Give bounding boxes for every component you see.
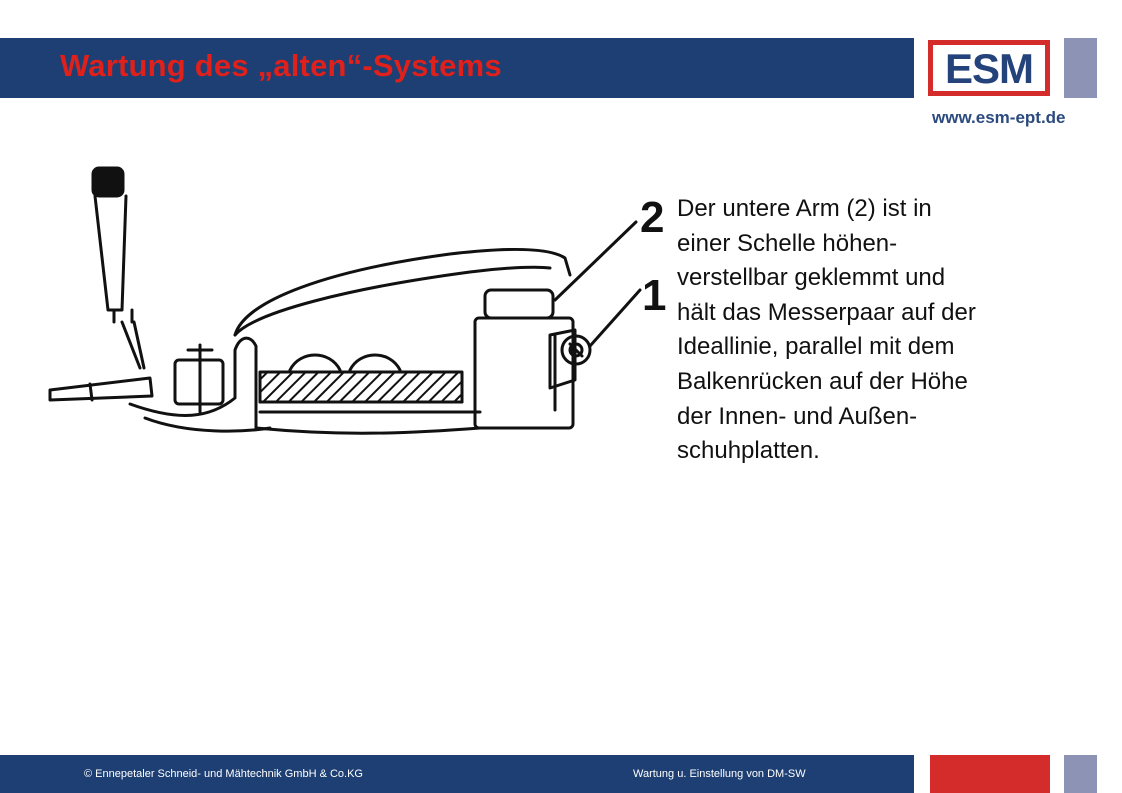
text-line: der Innen- und Außen-: [677, 402, 918, 430]
text-line: verstellbar geklemmt und: [677, 264, 946, 292]
footer-doc-title: Wartung u. Einstellung von DM-SW: [633, 768, 806, 780]
esm-logo: [928, 40, 1050, 96]
footer-copyright: © Ennepetaler Schneid- und Mähtechnik GmbH & Co.KG: [84, 768, 363, 780]
text-line: Der untere Arm (2) ist in: [677, 195, 932, 222]
label-1: 1: [642, 271, 667, 320]
text-line: Ideallinie, parallel mit dem: [677, 333, 955, 361]
decorative-square-red: [930, 755, 1050, 793]
label-2: 2: [640, 193, 665, 242]
text-line: einer Schelle höhen-: [677, 229, 898, 257]
website-url: www.esm-ept.de: [932, 108, 1066, 127]
mower-arm-drawing: [30, 150, 670, 470]
text-line: hält das Messerpaar auf der: [677, 298, 976, 326]
screwdriver-icon: [93, 168, 144, 368]
text-line: schuhplatten.: [677, 437, 820, 465]
logo-text: ESM: [944, 45, 1033, 92]
page-title: Wartung des „alten“-Systems: [60, 48, 502, 83]
decorative-square-bottom: [1064, 755, 1097, 793]
text-line: Balkenrücken auf der Höhe: [677, 367, 968, 395]
description-text: [677, 192, 1077, 469]
decorative-square-top: [1064, 38, 1097, 98]
